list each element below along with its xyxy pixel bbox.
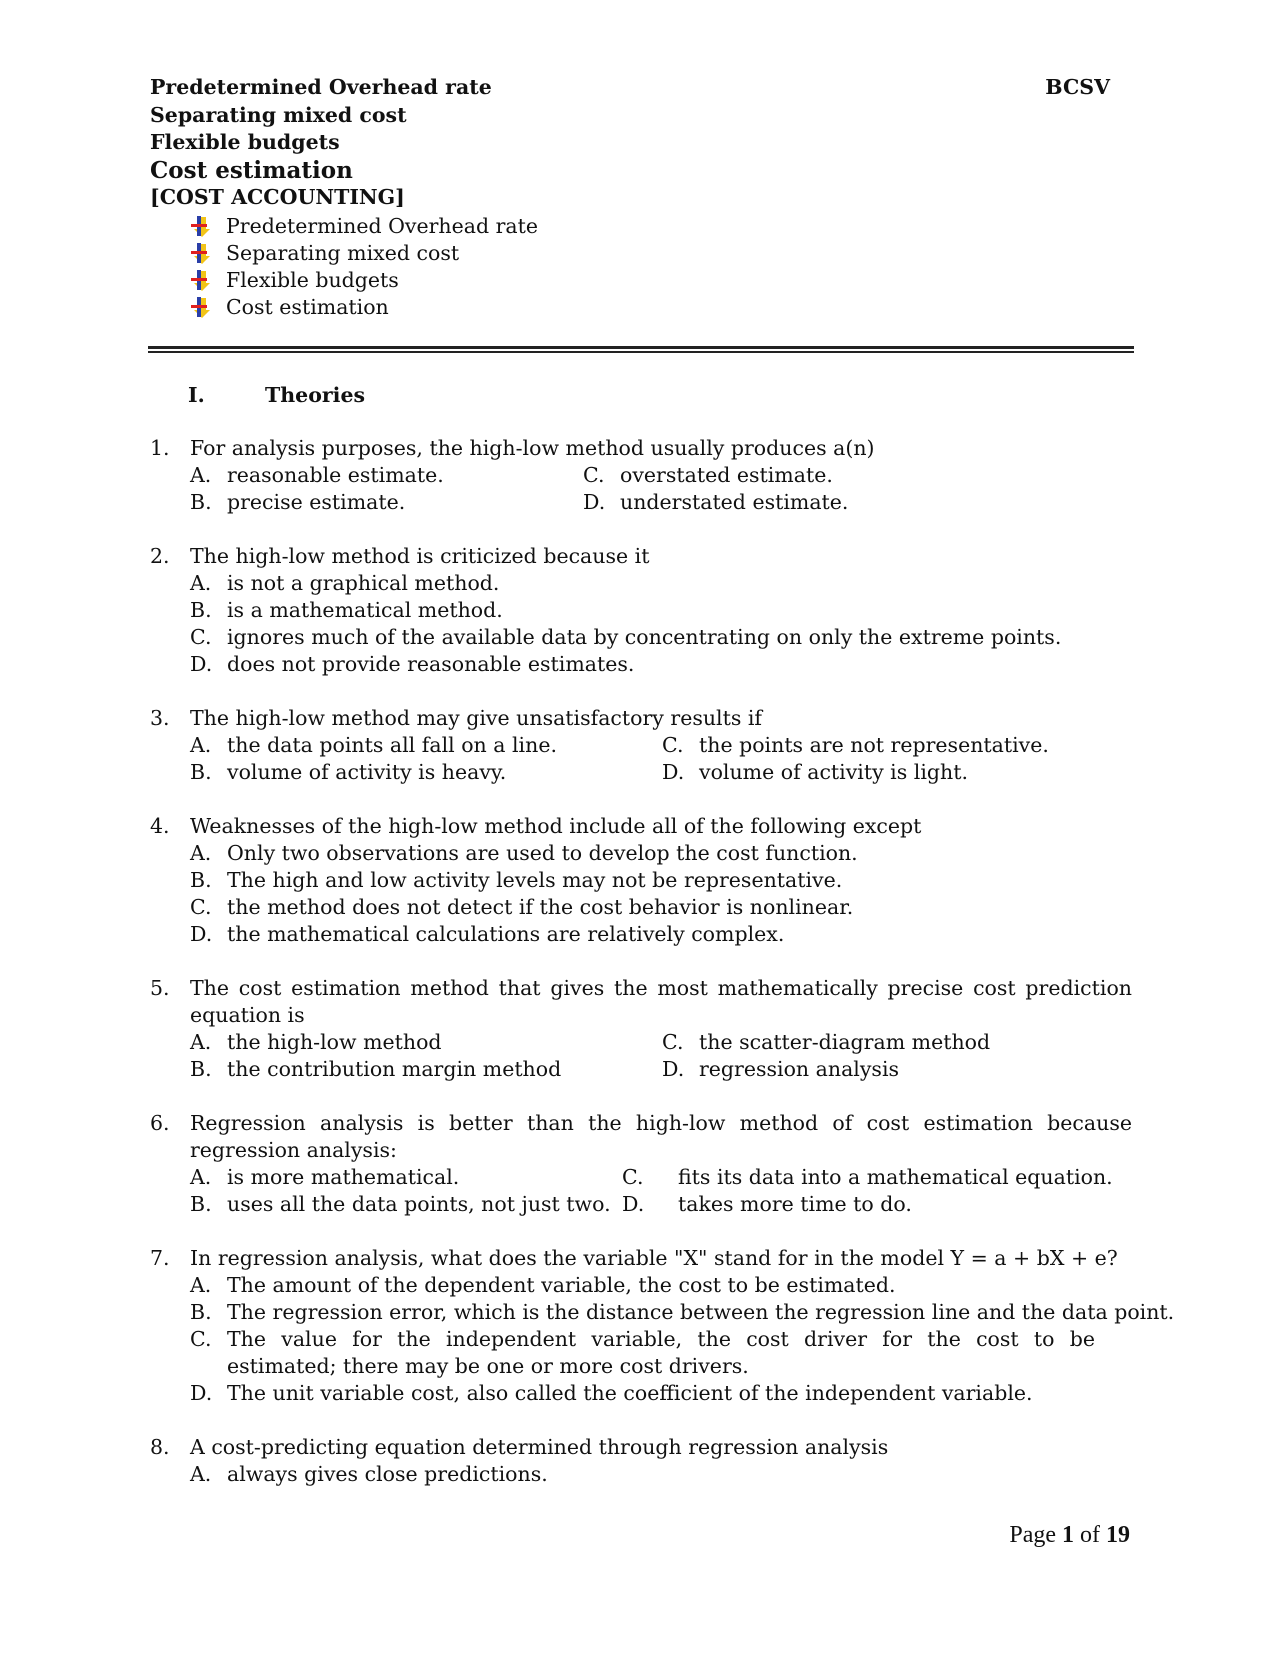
section-heading [188,382,365,409]
question-number: 8. [150,1435,170,1459]
option: D. The unit variable cost, also called the coefficient of the independent variable. [190,1381,1033,1405]
question [150,813,1132,948]
arrow-bullet-icon [188,242,210,264]
question [150,1245,1175,1407]
header-code: BCSV [1045,75,1110,99]
option: A. is not a graphical method. [190,571,500,595]
question-number: 4. [150,814,170,838]
option: C. the scatter-diagram method [662,1030,991,1054]
option: B. The regression error, which is the distance between the regression line and the data point. [190,1300,1175,1324]
option: B. uses all the data points, not just two. [190,1192,611,1216]
option: A. Only two observations are used to develop the cost function. [190,841,858,865]
option: B. The high and low activity levels may not be representative. [190,868,843,892]
option: B. precise estimate. [190,490,406,514]
question-number: 1. [150,436,170,460]
option: A. the data points all fall on a line. [190,733,557,757]
option: A. reasonable estimate. [190,463,444,487]
option: D. the mathematical calculations are relatively complex. [190,922,785,946]
question-text: The cost estimation method that gives the most mathematically precise cost prediction equation is [190,976,1132,1027]
arrow-bullet-icon [188,215,210,237]
topic-label: Cost estimation [226,294,389,319]
section-title: Theories [265,383,366,407]
section-number: I. [188,383,205,407]
question [150,975,1132,1083]
question [150,543,1132,678]
header-title-3: Flexible budgets [150,130,340,154]
header-subject: [COST ACCOUNTING] [150,185,405,209]
option: C. The value for the independent variable, the cost driver for the cost to be estimated; there may be one or more cost drivers. [190,1327,1095,1378]
topic-item [188,212,538,239]
question-list [150,435,1175,1515]
question [150,435,1132,516]
option: D. regression analysis [662,1057,900,1081]
question-text: For analysis purposes, the high-low method usually produces a(n) [190,436,875,460]
option: D. takes more time to do. [622,1192,912,1216]
divider-line [148,351,1134,353]
topic-item [188,266,538,293]
option: A. The amount of the dependent variable, the cost to be estimated. [190,1273,896,1297]
question [150,705,1132,786]
question-text: Regression analysis is better than the high-low method of cost estimation because regression analysis: [190,1111,1132,1162]
question-text: The high-low method is criticized because it [190,544,650,568]
option: C. overstated estimate. [583,463,833,487]
option: C. the points are not representative. [662,733,1049,757]
header-title-1: Predetermined Overhead rate [150,75,492,99]
topic-item [188,293,538,320]
question [150,1434,1132,1488]
topic-item [188,239,538,266]
option: B. the contribution margin method [190,1057,562,1081]
document-header [150,74,1110,212]
page-number: Page 1 of 19 [1009,1522,1130,1548]
topic-list [188,212,538,320]
question-number: 3. [150,706,170,730]
option: B. volume of activity is heavy. [190,760,507,784]
option: A. always gives close predictions. [190,1462,548,1486]
option: D. understated estimate. [583,490,849,514]
option: B. is a mathematical method. [190,598,503,622]
header-title-2: Separating mixed cost [150,102,407,127]
question-text: In regression analysis, what does the variable "X" stand for in the model Y = a + bX + e? [190,1246,1118,1270]
divider-line [148,346,1134,349]
question [150,1110,1132,1218]
option: C. the method does not detect if the cost behavior is nonlinear. [190,895,854,919]
option: A. the high-low method [190,1030,442,1054]
arrow-bullet-icon [188,269,210,291]
option: C. fits its data into a mathematical equation. [622,1165,1113,1189]
topic-label: Separating mixed cost [226,240,460,265]
header-title-4: Cost estimation [150,156,353,184]
question-text: The high-low method may give unsatisfactory results if [190,706,763,730]
topic-label: Flexible budgets [226,267,399,292]
option: A. is more mathematical. [190,1165,460,1189]
option: D. does not provide reasonable estimates. [190,652,635,676]
question-number: 7. [150,1246,170,1270]
option: C. ignores much of the available data by concentrating on only the extreme points. [190,625,1062,649]
question-number: 2. [150,544,170,568]
arrow-bullet-icon [188,296,210,318]
question-text: A cost-predicting equation determined through regression analysis [190,1435,889,1459]
question-number: 6. [150,1111,170,1135]
topic-label: Predetermined Overhead rate [226,213,539,238]
question-text: Weaknesses of the high-low method include all of the following except [190,814,922,838]
option: D. volume of activity is light. [662,760,968,784]
question-number: 5. [150,976,170,1000]
